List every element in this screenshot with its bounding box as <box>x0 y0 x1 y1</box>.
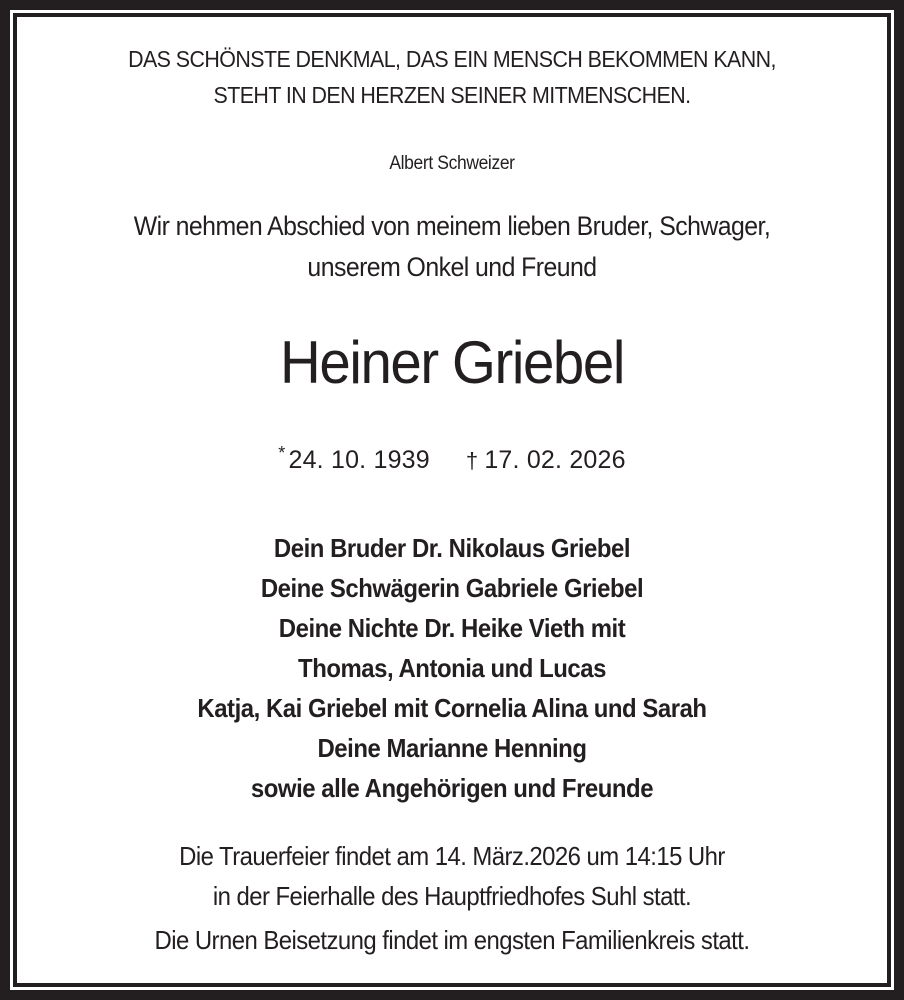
mourner-line: Thomas, Antonia und Lucas <box>298 653 606 683</box>
mourner-line: Katja, Kai Griebel mit Cornelia Alina und Sarah <box>197 693 707 723</box>
service-line-3: Die Urnen Beisetzung findet im engsten Familienkreis statt. <box>154 925 750 955</box>
mourner-line: Deine Nichte Dr. Heike Vieth mit <box>278 613 626 643</box>
obituary-notice <box>17 17 887 983</box>
quote-line-2: STEHT IN DEN HERZEN SEINER MITMENSCHEN. <box>213 82 691 108</box>
mourner-line: sowie alle Angehörigen und Freunde <box>250 773 654 803</box>
intro-line-2: unserem Onkel und Freund <box>307 252 597 282</box>
mourner-line: Deine Schwägerin Gabriele Griebel <box>260 573 644 603</box>
death-cross-icon: † <box>465 448 479 473</box>
death-date: 17. 02. 2026 <box>484 446 626 474</box>
quote-author: Albert Schweizer <box>389 153 515 174</box>
deceased-name: Heiner Griebel <box>280 329 624 396</box>
birth-date: 24. 10. 1939 <box>288 446 430 474</box>
mourner-line: Dein Bruder Dr. Nikolaus Griebel <box>273 533 631 563</box>
intro-line-1: Wir nehmen Abschied von meinem lieben Bruder, Schwager, <box>133 211 771 241</box>
mourner-line: Deine Marianne Henning <box>317 733 587 763</box>
birth-star-icon: * <box>278 443 286 463</box>
life-dates <box>17 443 887 474</box>
quote-line-1: DAS SCHÖNSTE DENKMAL, DAS EIN MENSCH BEKOMMEN KANN, <box>128 46 776 72</box>
service-line-2: in der Feierhalle des Hauptfriedhofes Suhl statt. <box>212 881 692 911</box>
service-line-1: Die Trauerfeier findet am 14. März.2026 um 14:15 Uhr <box>179 841 725 871</box>
